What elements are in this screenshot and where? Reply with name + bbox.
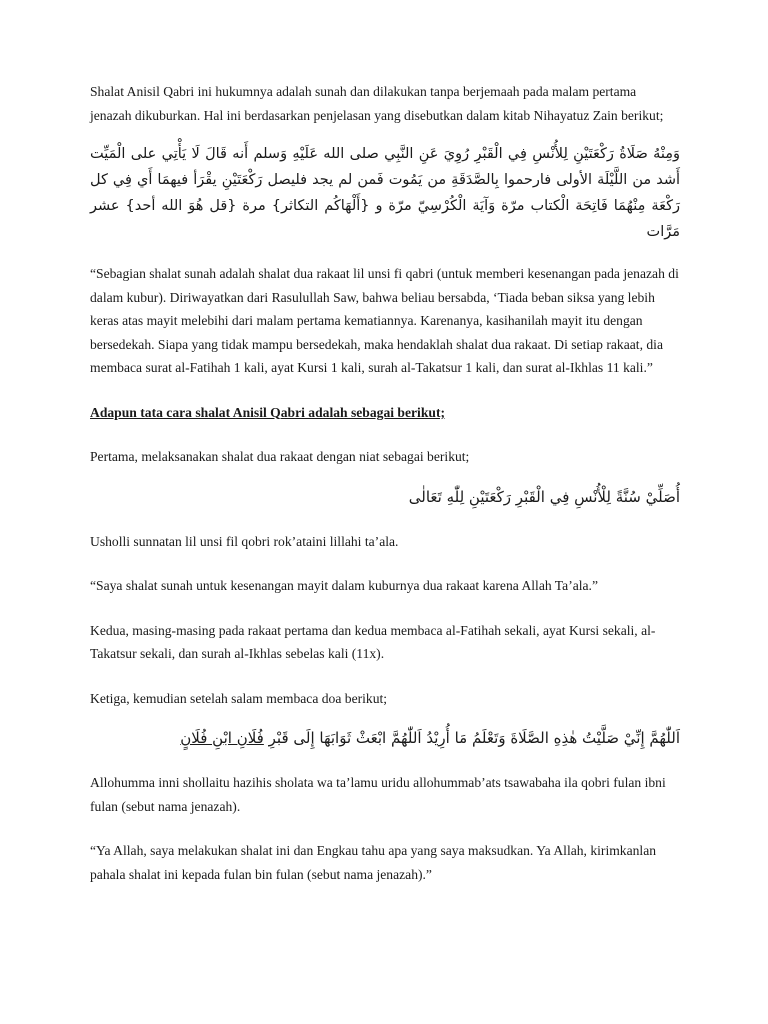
niat-latin: Usholli sunnatan lil unsi fil qobri rok’ataini lillahi ta’ala. (90, 533, 399, 549)
niat-translation: “Saya shalat sunah untuk kesenangan mayit dalam kuburnya dua rakaat karena Allah Ta’ala.” (90, 578, 598, 593)
arabic-hadith-text: وَمِنْهُ صَلَاةُ رَكْعَتَيْنِ لِلأُنْسِ فِي الْقَبْرِ رُوِيَ عَنِ النَّبِي صلى الله عَلَيْهِ وَسلم أَنه قَالَ لَا يَأْتِي على الْمَيِّت أَشد من اللَّيْلَة الأولى فارحموا بِالصَّدَقَةِ من يَمُوت فَمن لم يجد فليصل رَكْعَتَيْنِ يقْرَأ فيهمَا أَي فِي كل رَكْعَة مِنْهُمَا فَاتِحَة الْكتاب مرّة وَآيَة الْكُرْسِيّ مرّة و {أَلْهَاكُم التكاثر} مرة {قل هُوَ الله أحد} عشر مَرَّات (90, 146, 680, 240)
arabic-niat: أُصَلِّيْ سُنَّةً لِلْأُنْسِ فِي الْقَبْرِ رَكْعَتَيْنِ لِلّٰهِ تَعَالٰى (408, 487, 680, 506)
doa-translation: “Ya Allah, saya melakukan shalat ini dan Engkau tahu apa yang saya maksudkan. Ya Allah, kirimkanlan pahala shalat ini kepada fulan bin fulan (sebut nama jenazah).” (90, 843, 657, 882)
arabic-doa-fulan: فُلَانِ ابْنِ فُلَانٍ (180, 729, 264, 747)
hadith-translation: “Sebagian shalat sunah adalah shalat dua rakaat lil unsi fi qabri (untuk memberi kesenangan pada jenazah di dalam kubur). Diriwayatkan dari Rasulullah Saw, bahwa beliau bersabda, ‘Tiada beban siksa yang lebih keras atas mayit melebihi dari malam pertama kematiannya. Karenanya, kasihanilah mayit itu dengan bersedekah. Siapa yang tidak mampu bersedekah, maka hendaklah shalat dua rakaat. Di setiap rakaat, dia membaca surat al-Fatihah 1 kali, ayat Kursi 1 kali, surah al-Takatsur 1 kali, dan surat al-Ikhlas 11 kali.” (90, 266, 679, 375)
step-one-text: Pertama, melaksanakan shalat dua rakaat dengan niat sebagai berikut; (90, 449, 470, 464)
arabic-doa (90, 725, 680, 751)
procedure-heading: Adapun tata cara shalat Anisil Qabri adalah sebagai berikut; (90, 404, 446, 420)
step-three-text: Ketiga, kemudian setelah salam membaca doa berikut; (90, 690, 388, 706)
document-page (90, 80, 680, 886)
doa-latin: Allohumma inni shollaitu hazihis sholata wa ta’lamu uridu allohummab’ats tsawabaha ila qobri fulan ibni fulan (sebut nama jenazah). (90, 775, 666, 814)
arabic-doa-main: اَللّٰهُمَّ إِنِّيْ صَلَّيْتُ هٰذِهِ الصَّلَاةَ وَتَعْلَمُ مَا أُرِيْدُ اَللّٰهُمَّ ابْعَثْ ثَوَابَهَا إِلَى قَبْرِ (268, 729, 680, 747)
intro-paragraph: Shalat Anisil Qabri ini hukumnya adalah sunah dan dilakukan tanpa berjemaah pada malam pertama jenazah dikuburkan. Hal ini berdasarkan penjelasan yang disebutkan dalam kitab Nihayatuz Zain berikut; (90, 84, 664, 123)
step-two-text: Kedua, masing-masing pada rakaat pertama dan kedua membaca al-Fatihah sekali, ayat Kursi sekali, al-Takatsur sekali, dan surah al-Ikhlas sebelas kali (11x). (90, 622, 656, 661)
